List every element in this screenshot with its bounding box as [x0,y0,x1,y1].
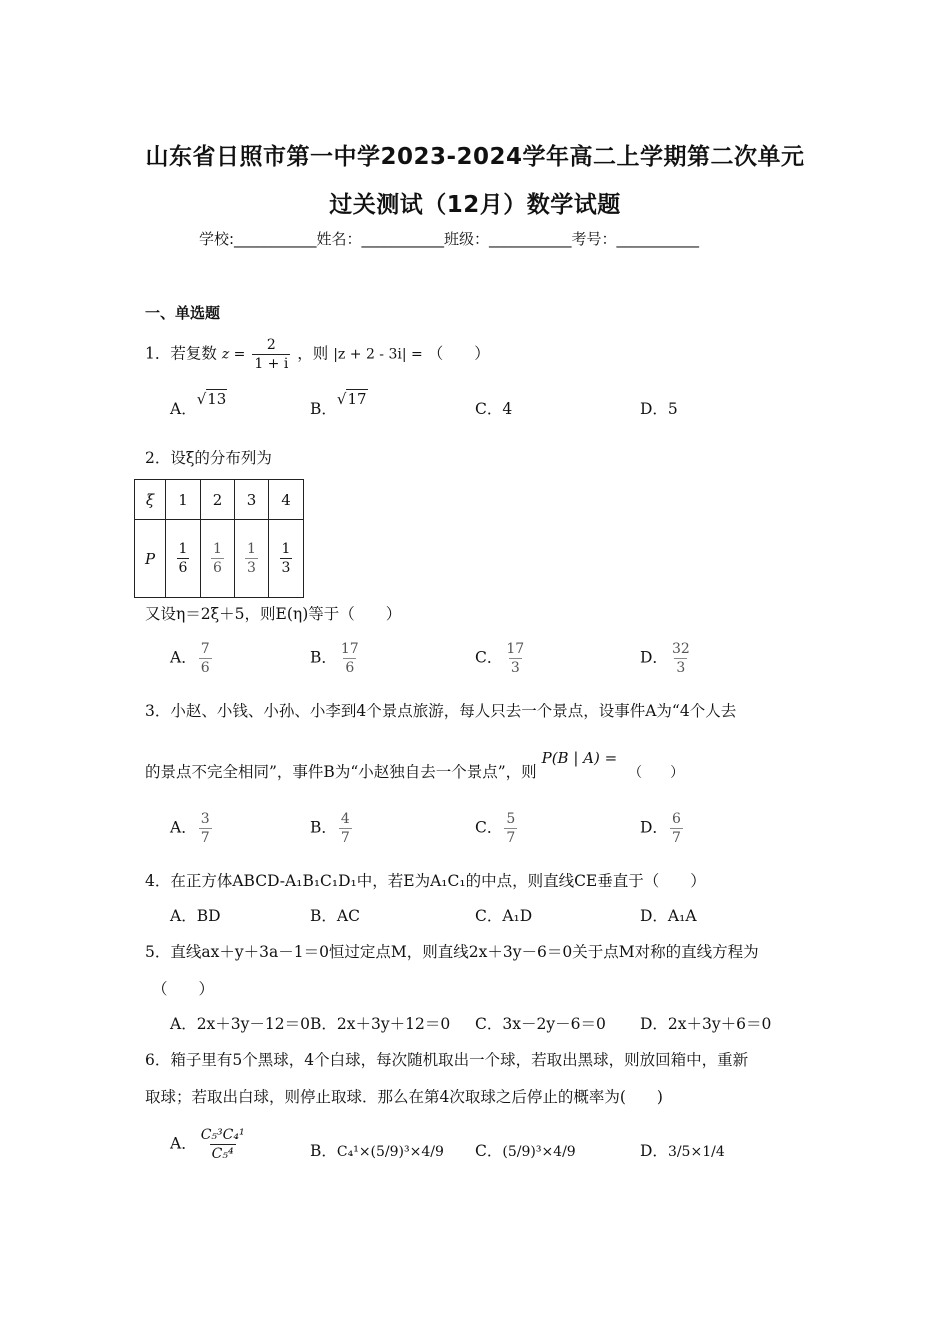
q1-middle: ，则 [297,344,329,363]
q1-z-eq: z = [221,346,246,363]
option-fraction [339,810,352,847]
section-title: 一、单选题 [145,304,221,322]
option-label: B． [310,818,337,837]
frac-den: 6 [178,560,188,576]
q2-option-b[interactable] [310,640,363,677]
distribution-table [134,479,304,598]
option-label: C． [475,648,503,667]
q3-option-d[interactable] [640,810,685,847]
frac-num: 17 [340,641,359,657]
frac-num: 3 [200,811,210,827]
frac-den: 7 [671,830,681,846]
option-fraction [199,1126,247,1163]
option-fraction [504,810,517,847]
frac-den: 6 [200,660,210,676]
q1-fraction [252,336,290,373]
exam-title-line2: 过关测试（12月）数学试题 [329,192,621,218]
option-expression: C₄¹×(5/9)³×4/9 [336,1144,444,1160]
q2-option-d[interactable] [640,640,694,677]
table-cell: 3 [235,480,269,520]
student-info-line: 学校:___________姓名：___________班级：___________考号：___________ [199,230,700,248]
q3-paren: （ ） [628,765,685,781]
q5-option-b[interactable]: B．2x＋3y＋12＝0 [310,1015,451,1033]
question-6-line1: 6．箱子里有5个黑球，4个白球，每次随机取出一个球，若取出黑球，则放回箱中，重新 [145,1051,749,1069]
frac-den: 3 [281,560,291,576]
frac-den: C₅⁴ [211,1146,234,1162]
option-label: A． [170,1134,197,1153]
q1-option-b-label: B． [310,400,337,418]
frac-num: 4 [340,811,350,827]
option-fraction [199,810,212,847]
frac-num: 17 [506,641,525,657]
prob-fraction [177,540,190,577]
q3-option-a[interactable] [170,810,214,847]
frac-num: 7 [200,641,210,657]
q6-option-c[interactable] [475,1140,576,1163]
q6-option-d[interactable] [640,1140,725,1163]
question-5-line2: （ ） [152,980,215,998]
table-cell: 1 [166,480,201,520]
prob-fraction [211,540,224,577]
q6-option-b[interactable] [310,1140,444,1163]
frac-den: 3 [510,660,520,676]
q3-line2-text: 的景点不完全相同”，事件B为“小赵独自去一个景点”，则 [145,763,537,781]
q1-option-a-radicand: 13 [207,390,227,408]
frac-num: 1 [247,541,256,557]
option-label: D． [640,648,668,667]
option-label: D． [640,1142,668,1160]
frac-num: 6 [671,811,681,827]
q1-option-a-sqrt: √13 [196,390,227,408]
prob-fraction [245,540,258,577]
question-2-stem: 2．设ξ的分布列为 [145,449,272,467]
q4-option-b[interactable]: B．AC [310,907,360,925]
table-cell: 2 [201,480,235,520]
option-fraction [199,640,212,677]
question-2-line2: 又设η＝2ξ＋5，则E(η)等于（ ） [145,605,402,623]
frac-num: 1 [281,541,291,557]
table-cell: 4 [269,480,304,520]
option-fraction [670,810,683,847]
q1-prefix: 1．若复数 [145,344,217,363]
option-label: B． [310,1142,337,1160]
q2-option-c[interactable] [475,640,528,677]
frac-den: 7 [506,830,516,846]
option-fraction [504,640,526,677]
frac-den: 3 [676,660,686,676]
q1-option-c[interactable]: C．4 [475,400,513,418]
q2-option-a[interactable] [170,640,214,677]
q1-option-a-label: A． [170,400,197,418]
q1-paren: （ ） [427,344,490,363]
table-head-p: P [135,520,166,598]
prob-fraction [280,540,293,577]
frac-den: 6 [213,560,222,576]
option-label: C． [475,818,503,837]
q5-option-a[interactable]: A．2x＋3y－12＝0 [170,1015,310,1033]
option-expression: (5/9)³×4/9 [502,1144,576,1160]
q3-option-b[interactable] [310,810,354,847]
q3-prob-expr: P(B | A) = [541,749,618,767]
option-label: A． [170,818,197,837]
table-cell [201,520,235,598]
q1-abs-expr: |z + 2 - 3i| = [333,346,423,363]
q1-frac-den: 1 + i [254,356,289,372]
question-5-line1: 5．直线ax＋y＋3a－1＝0恒过定点M，则直线2x＋3y－6＝0关于点M对称的直线方程为 [145,943,759,961]
q5-option-d[interactable]: D．2x＋3y＋6＝0 [640,1015,772,1033]
table-row-values [135,480,304,520]
table-row-probs [135,520,304,598]
q1-option-b-radicand: 17 [347,390,367,408]
q4-option-c[interactable]: C．A₁D [475,907,533,925]
q4-option-d[interactable]: D．A₁A [640,907,697,925]
q1-option-b[interactable] [310,390,368,420]
question-6-line2: 取球；若取出白球，则停止取球．那么在第4次取球之后停止的概率为( ) [145,1088,663,1106]
frac-den: 7 [200,830,210,846]
question-3-line2 [145,749,685,784]
frac-den: 6 [345,660,355,676]
frac-den: 7 [340,830,350,846]
frac-num: 5 [506,811,516,827]
q3-option-c[interactable] [475,810,519,847]
frac-num: 32 [671,641,690,657]
frac-num: C₅³C₄¹ [200,1127,245,1143]
option-label: B． [310,648,337,667]
table-cell [269,520,304,598]
table-cell [166,520,201,598]
question-3-line1: 3．小赵、小钱、小孙、小李到4个景点旅游，每人只去一个景点，设事件A为“4个人去 [145,702,737,720]
frac-num: 1 [178,541,188,557]
option-label: D． [640,818,668,837]
q4-option-a[interactable]: A．BD [170,907,221,925]
option-label: A． [170,648,197,667]
q1-frac-num: 2 [266,337,276,353]
option-label: C． [475,1142,503,1160]
exam-title-line1: 山东省日照市第一中学2023-2024学年高二上学期第二次单元 [145,144,805,170]
table-head-xi: ξ [135,480,166,520]
table-cell [235,520,269,598]
option-fraction [339,640,361,677]
q5-option-c[interactable]: C．3x－2y－6＝0 [475,1015,606,1033]
q1-option-b-sqrt: √17 [336,390,367,408]
q6-option-a[interactable] [170,1126,249,1163]
question-1-stem [145,336,490,373]
question-4-stem: 4．在正方体ABCD-A₁B₁C₁D₁中，若E为A₁C₁的中点，则直线CE垂直于（ ） [145,872,706,890]
option-fraction [670,640,692,677]
option-expression: 3/5×1/4 [667,1144,725,1160]
q1-option-a[interactable] [170,390,227,420]
frac-den: 3 [247,560,256,576]
q1-option-d[interactable]: D．5 [640,400,678,418]
frac-num: 1 [213,541,222,557]
